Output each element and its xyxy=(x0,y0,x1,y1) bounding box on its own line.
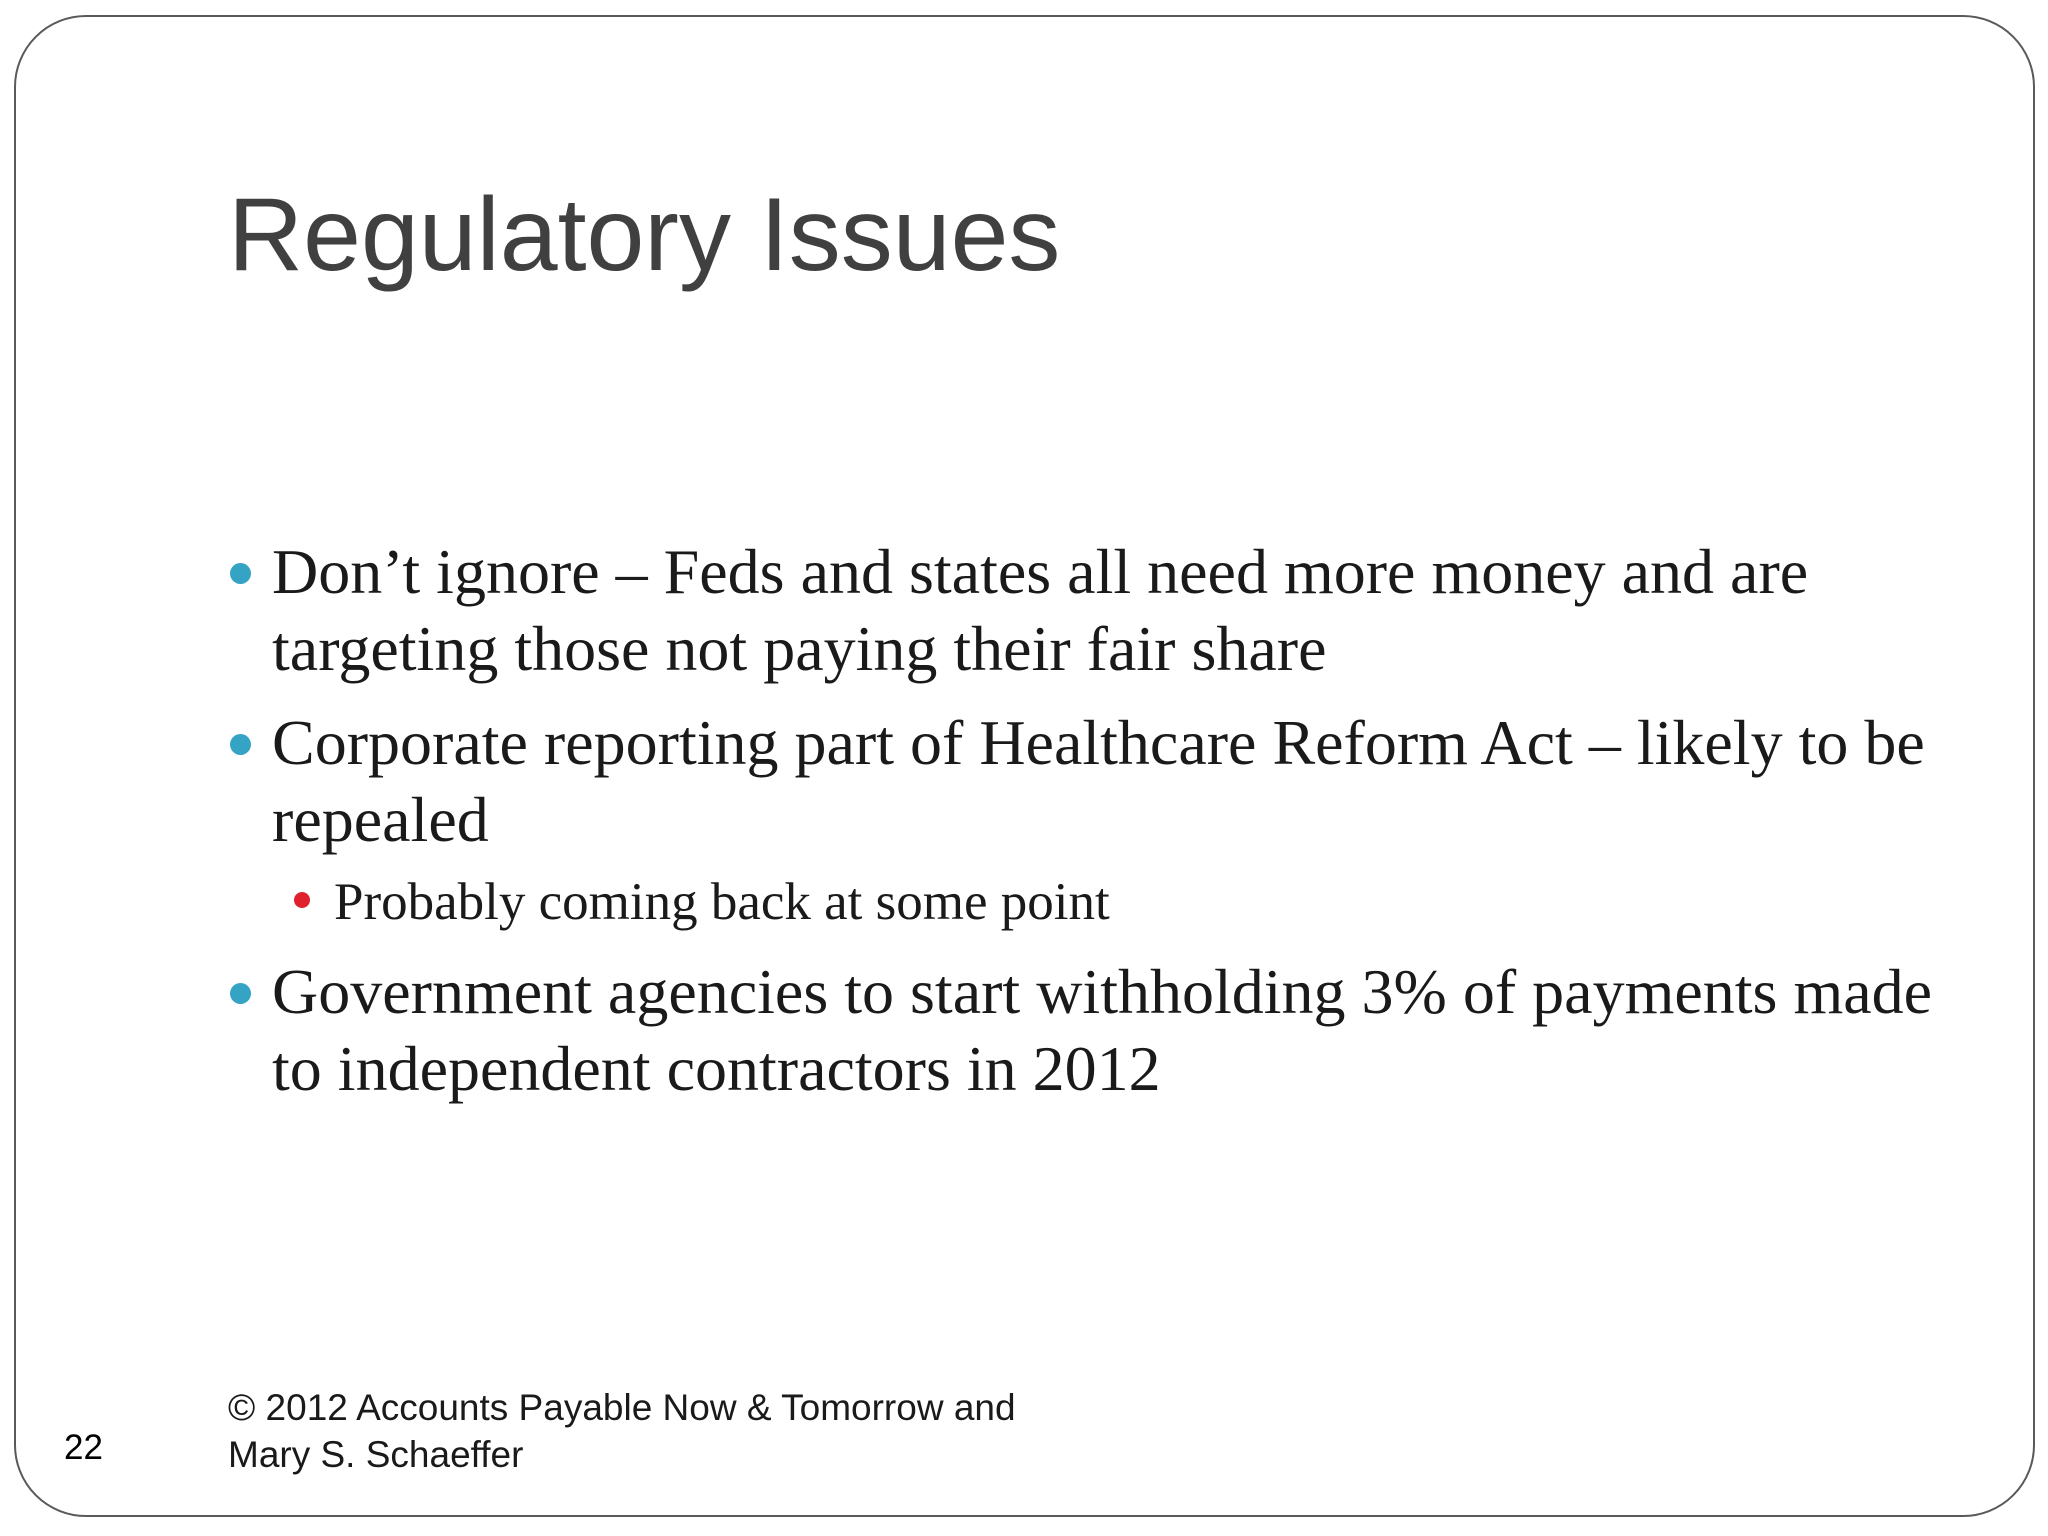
bullet-text: Government agencies to start withholding 3% of payments made to independent contractors in 2012 xyxy=(272,956,1933,1104)
bullet-item xyxy=(216,704,1936,858)
slide xyxy=(14,15,2035,1517)
page-number: 22 xyxy=(64,1428,103,1467)
footer-line-1: © 2012 Accounts Payable Now & Tomorrow and xyxy=(228,1387,1016,1428)
sub-bullet-item xyxy=(216,867,1936,937)
sub-bullet-dot-icon xyxy=(294,892,310,908)
footer-line-2: Mary S. Schaeffer xyxy=(228,1434,524,1475)
sub-bullet-text: Probably coming back at some point xyxy=(334,873,1110,931)
bullet-text: Corporate reporting part of Healthcare Reform Act – likely to be repealed xyxy=(272,707,1925,855)
bullet-item xyxy=(216,953,1936,1107)
bullet-item xyxy=(216,533,1936,687)
bullet-dot-icon xyxy=(230,734,251,755)
footer-copyright xyxy=(228,1384,1016,1478)
bullet-dot-icon xyxy=(230,983,251,1004)
bullet-text: Don’t ignore – Feds and states all need more money and are targeting those not paying their fair share xyxy=(272,536,1809,684)
bullet-list xyxy=(216,533,1936,1124)
bullet-dot-icon xyxy=(230,563,251,584)
slide-title: Regulatory Issues xyxy=(228,177,1061,293)
